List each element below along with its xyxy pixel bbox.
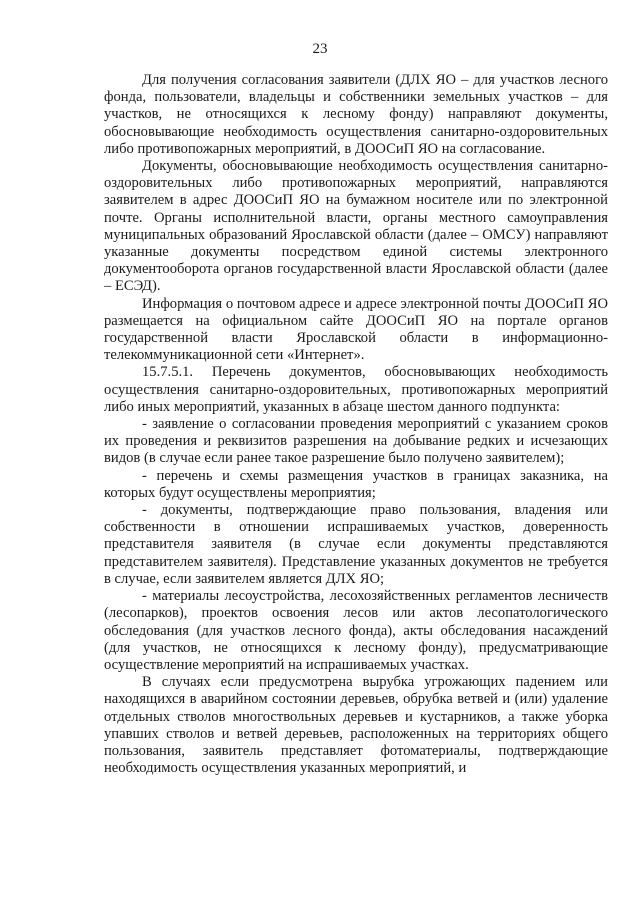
list-item-application: - заявление о согласовании проведения мероприятий с указанием сроков их проведения и реквизитов разрешения на добывание редких и исчезающих видов (в случае если ранее такое разрешение было получено заявителем);: [104, 416, 608, 467]
paragraph-document-list-intro: 15.7.5.1. Перечень документов, обосновывающих необходимость осуществления санитарно-оздоровительных, противопожарных мероприятий либо иных мероприятий, указанных в абзаце шестом данного подпункта:: [104, 364, 608, 415]
list-item-site-schemes: - перечень и схемы размещения участков в границах заказника, на которых будут осуществлены мероприятия;: [104, 467, 608, 501]
list-item-forestry-materials: - материалы лесоустройства, лесохозяйственных регламентов лесничеств (лесопарков), проектов освоения лесов или актов лесопатологического обследования (для участков лесного фонда), акты обследования насаждений (для участков, не относящихся к лесному фонду), предусматривающие осуществление мероприятий на испрашиваемых участках.: [104, 588, 608, 673]
document-body: [104, 72, 608, 777]
list-item-ownership-documents: - документы, подтверждающие право пользования, владения или собственности в отношении испрашиваемых участков, доверенность представителя заявителя (в случае если документы представляются представителем заявителя). Представление указанных документов не требуется в случае, если заявителем является ДЛХ ЯО;: [104, 502, 608, 587]
paragraph-approval-request: Для получения согласования заявители (ДЛХ ЯО – для участков лесного фонда, пользователи, владельцы и собственники земельных участков – для участков, не относящихся к лесному фонду) направляют документы, обосновывающие необходимость осуществления санитарно-оздоровительных либо противопожарных мероприятий, в ДООСиП ЯО на согласование.: [104, 72, 608, 157]
page-number: 23: [312, 41, 328, 57]
paragraph-documents-submission: Документы, обосновывающие необходимость осуществления санитарно-оздоровительных либо противопожарных мероприятий, направляются заявителем в адрес ДООСиП ЯО на бумажном носителе или по электронной почте. Органы исполнительной власти, органы местного самоуправления муниципальных образований Ярославской области (далее – ОМСУ) направляют указанные документы посредством единой системы электронного документооборота органов государственной власти Ярославской области (далее – ЕСЭД).: [104, 158, 608, 295]
paragraph-tree-removal: В случаях если предусмотрена вырубка угрожающих падением или находящихся в аварийном состоянии деревьев, обрубка ветвей и (или) удаление отдельных стволов многоствольных деревьев и кустарников, а также уборка упавших стволов и ветвей деревьев, расположенных на территориях общего пользования, заявитель представляет фотоматериалы, подтверждающие необходимость осуществления указанных мероприятий, и: [104, 674, 608, 777]
paragraph-contact-info: Информация о почтовом адресе и адресе электронной почты ДООСиП ЯО размещается на официальном сайте ДООСиП ЯО на портале органов государственной власти Ярославской области в информационно-телекоммуникационной сети «Интернет».: [104, 295, 608, 364]
